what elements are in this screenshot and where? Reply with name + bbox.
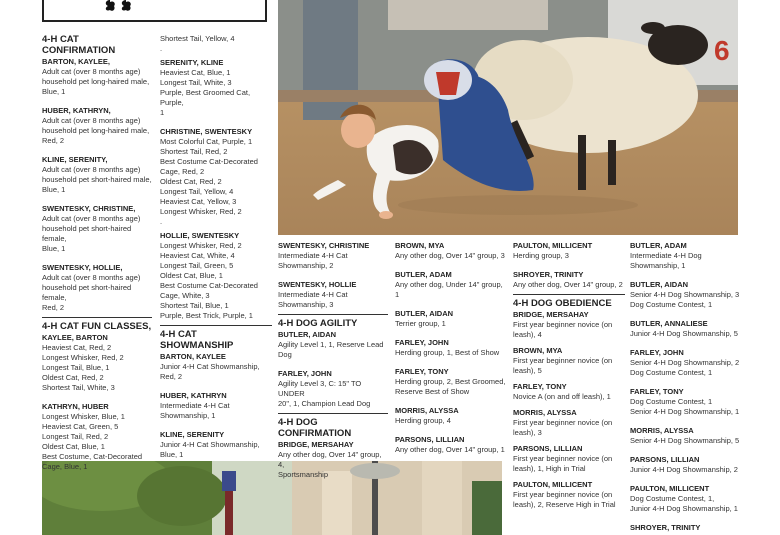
- result-entry: [160, 34, 272, 54]
- result-line: Oldest Cat, Red, 2: [160, 177, 222, 186]
- result-line: Longest Tail, White, 3: [160, 78, 232, 87]
- result-entry: [42, 402, 152, 472]
- section-cat-fun-classes: [42, 321, 152, 472]
- section-heading: 4-H DOG OBEDIENCE: [513, 298, 612, 309]
- result-entry: [395, 241, 507, 261]
- entrant-name: BROWN, MYA: [513, 346, 563, 355]
- mutton-busting-illustration: [278, 0, 738, 235]
- entrant-name: SWENTESKY, CHRISTINE: [278, 241, 370, 250]
- result-line: Shortest Tail, Red, 2: [160, 147, 228, 156]
- result-line: Any other dog, Over 14" group, 1: [395, 445, 505, 454]
- result-entry: [42, 57, 152, 97]
- result-entry: [630, 280, 745, 310]
- entrant-name: HUBER, KATHRYN,: [42, 106, 111, 115]
- section-heading: 4-H DOG AGILITY: [278, 318, 358, 329]
- entrant-name: BRIDGE, MERSAHAY: [278, 440, 354, 449]
- entrant-name: FARLEY, TONY: [630, 387, 684, 396]
- result-line: Most Colorful Cat, Purple, 1: [160, 137, 253, 146]
- result-line: Agility Level 3, C: 15" TO UNDER: [278, 379, 362, 398]
- result-line: Dog Costume Contest, 1: [630, 397, 713, 406]
- entrant-name: SERENITY, KLINE: [160, 58, 224, 67]
- result-line: Heaviest Cat, Red, 2: [42, 343, 112, 352]
- result-entry: [395, 270, 507, 300]
- result-line: Herding group, 4: [395, 416, 451, 425]
- result-line: Adult cat (over 8 months age): [42, 165, 141, 174]
- entrant-name: SHROYER, TRINITY: [513, 270, 584, 279]
- result-entry: [395, 309, 507, 329]
- result-line: Junior 4-H Cat Showmanship,: [160, 440, 260, 449]
- entrant-name: KATHRYN, HUBER: [42, 402, 109, 411]
- result-line: Blue, 1: [42, 185, 66, 194]
- results-column-2: [160, 34, 272, 469]
- entrant-name: BARTON, KAYLEE,: [42, 57, 110, 66]
- result-entry: [395, 435, 507, 455]
- result-line: Cage, Blue, 1: [42, 462, 88, 471]
- result-line: Purple, Best Trick, Purple, 1: [160, 311, 253, 320]
- section-heading: 4-H CAT FUN CLASSES,: [42, 321, 152, 332]
- result-entry: [630, 426, 745, 446]
- result-line: Best Costume, Cat-Decorated: [42, 452, 143, 461]
- result-line: Best Costume Cat-Decorated: [160, 281, 258, 290]
- result-entry: [160, 430, 272, 460]
- result-entry: [630, 319, 745, 339]
- result-line: leash), 4: [513, 330, 542, 339]
- result-line: leash), 3: [513, 428, 542, 437]
- entrant-name: BARTON, KAYLEE: [160, 352, 226, 361]
- result-entry: [630, 523, 745, 533]
- result-entry: [42, 263, 152, 313]
- result-line: Any other dog, Over 14" group, 2: [513, 280, 623, 289]
- result-line: Heaviest Cat, White, 4: [160, 251, 235, 260]
- result-line: First year beginner novice (on: [513, 320, 613, 329]
- result-line: Dog: [278, 350, 292, 359]
- entrant-name: FARLEY, TONY: [395, 367, 449, 376]
- result-line: Red, 2: [42, 136, 65, 145]
- result-line: Junior 4-H Dog Showmanship, 5: [630, 329, 738, 338]
- entrant-name: MORRIS, ALYSSA: [395, 406, 459, 415]
- section-cat-showmanship: [160, 329, 272, 460]
- result-line: Showmanship, 3: [278, 300, 334, 309]
- entrant-name: SWENTESKY, HOLLIE,: [42, 263, 123, 272]
- result-line: Intermediate 4-H Cat: [278, 251, 348, 260]
- result-line: Adult cat (over 8 months age): [42, 273, 141, 282]
- results-column-5: [513, 241, 625, 519]
- result-line: Longest Tail, Red, 2: [42, 432, 109, 441]
- result-line: Novice A (on and off leash), 1: [513, 392, 611, 401]
- result-line: Shortest Tail, Yellow, 4: [160, 34, 235, 43]
- entrant-name: KLINE, SERENITY,: [42, 155, 108, 164]
- entrant-name: FARLEY, JOHN: [278, 369, 332, 378]
- results-column-4: [395, 241, 507, 464]
- mutton-busting-photo: [278, 0, 738, 235]
- entrant-name: BUTLER, ADAM: [395, 270, 452, 279]
- result-line: Cage, White, 3: [160, 291, 210, 300]
- result-line: Herding group, 3: [513, 251, 569, 260]
- entrant-name: SHROYER, TRINITY: [630, 523, 701, 532]
- result-line: Red, 2: [160, 372, 183, 381]
- result-entry: [160, 391, 272, 421]
- entrant-name: SWENTESKY, CHRISTINE,: [42, 204, 136, 213]
- entrant-name: PARSONS, LILLIAN: [513, 444, 583, 453]
- result-line: Blue, 1: [42, 87, 66, 96]
- result-line: Herding group, 1, Best of Show: [395, 348, 500, 357]
- result-entry: [278, 280, 388, 310]
- entrant-name: BUTLER, ANNALIESE: [630, 319, 708, 328]
- entrant-name: FARLEY, JOHN: [630, 348, 684, 357]
- result-line: Senior 4-H Dog Showmanship, 3: [630, 290, 740, 299]
- result-line: household pet short-haired female,: [42, 283, 132, 302]
- result-line: Senior 4-H Dog Showmanship, 2: [630, 358, 740, 367]
- result-line: Agility Level 1, 1, Reserve Lead: [278, 340, 384, 349]
- result-line: household pet long-haired male,: [42, 77, 150, 86]
- result-line: Heaviest Cat, Blue, 1: [160, 68, 231, 77]
- result-line: Longest Whisker, Red, 2: [160, 207, 242, 216]
- section-heading: 4-H DOG CONFIRMATION: [278, 417, 352, 439]
- result-entry: [513, 310, 625, 340]
- result-entry: [630, 348, 745, 378]
- result-line: .: [160, 44, 163, 53]
- arena-sign-number: 6: [714, 35, 730, 66]
- result-entry: [278, 330, 388, 360]
- result-entry: [160, 352, 272, 382]
- result-entry: [513, 270, 625, 290]
- result-line: Blue, 1: [160, 450, 184, 459]
- entrant-name: KAYLEE, BARTON: [42, 333, 108, 342]
- result-line: Showmanship, 2: [278, 261, 334, 270]
- result-line: Junior 4-H Cat Showmanship,: [160, 362, 260, 371]
- result-line: Showmanship, 1: [630, 261, 686, 270]
- result-line: Dog Costume Contest, 1: [630, 300, 713, 309]
- result-line: household pet long-haired male,: [42, 126, 150, 135]
- result-line: Junior 4-H Dog Showmanship, 1: [630, 504, 738, 513]
- result-entry: [513, 444, 625, 474]
- entrant-name: PARSONS, LILLIAN: [630, 455, 700, 464]
- section-divider: [160, 325, 272, 326]
- result-entry: [513, 346, 625, 376]
- entrant-name: CHRISTINE, SWENTESKY: [160, 127, 253, 136]
- result-line: Best Costume Cat-Decorated: [160, 157, 258, 166]
- entrant-name: MORRIS, ALYSSA: [513, 408, 577, 417]
- result-line: Longest Whisker, Blue, 1: [42, 412, 125, 421]
- result-line: Junior 4-H Dog Showmanship, 2: [630, 465, 738, 474]
- result-line: Dog Costume Contest, 1,: [630, 494, 715, 503]
- result-entry: [630, 241, 745, 271]
- result-line: Intermediate 4-H Cat: [278, 290, 348, 299]
- result-line: leash), 1, High in Trial: [513, 464, 586, 473]
- result-line: leash), 2, Reserve High in Trial: [513, 500, 616, 509]
- result-line: Purple, Best Groomed Cat, Purple,: [160, 88, 251, 107]
- result-line: Any other dog, Over 14" group, 3: [395, 251, 505, 260]
- section-dog-confirmation: [278, 417, 388, 480]
- result-line: Red, 2: [42, 303, 65, 312]
- entrant-name: BUTLER, ADAM: [630, 241, 687, 250]
- result-line: First year beginner novice (on: [513, 356, 613, 365]
- header-logo-box: [42, 0, 267, 22]
- result-entry: [278, 241, 388, 271]
- result-entry: [513, 382, 625, 402]
- result-line: leash), 5: [513, 366, 542, 375]
- entrant-name: BRIDGE, MERSAHAY: [513, 310, 589, 319]
- entrant-name: MORRIS, ALYSSA: [630, 426, 694, 435]
- result-line: Longest Whisker, Red, 2: [160, 241, 242, 250]
- result-line: First year beginner novice (on: [513, 490, 613, 499]
- result-entry: [278, 440, 388, 480]
- entrant-name: FARLEY, JOHN: [395, 338, 449, 347]
- entrant-name: PAULTON, MILLICENT: [630, 484, 710, 493]
- result-line: Shortest Tail, White, 3: [42, 383, 115, 392]
- result-entry: [630, 455, 745, 475]
- result-line: household pet short-haired female,: [42, 224, 132, 243]
- result-entry: [513, 241, 625, 261]
- result-line: Any other dog, Over 14" group, 4,: [278, 450, 382, 469]
- result-line: Senior 4-H Dog Showmanship, 1: [630, 407, 740, 416]
- results-column-3: [278, 241, 388, 489]
- entrant-name: PARSONS, LILLIAN: [395, 435, 465, 444]
- entrant-name: SWENTESKY, HOLLIE: [278, 280, 357, 289]
- result-entry: [395, 338, 507, 358]
- result-entry: [42, 106, 152, 146]
- results-column-6: [630, 241, 745, 535]
- result-line: Intermediate 4-H Dog: [630, 251, 702, 260]
- result-entry: [278, 369, 388, 409]
- result-line: Terrier group, 1: [395, 319, 446, 328]
- result-entry: [513, 480, 625, 510]
- result-line: 1: [160, 108, 165, 117]
- result-line: Longest Tail, Yellow, 4: [160, 187, 234, 196]
- result-entry: [395, 406, 507, 426]
- result-line: Longest Tail, Blue, 1: [42, 363, 110, 372]
- entrant-name: HUBER, KATHRYN: [160, 391, 227, 400]
- section-divider: [513, 294, 625, 295]
- result-line: Longest Whisker, Red, 2: [42, 353, 124, 362]
- result-entry: [630, 387, 745, 417]
- entrant-name: PAULTON, MILLICENT: [513, 480, 593, 489]
- result-entry: [395, 367, 507, 397]
- section-divider: [278, 314, 388, 315]
- result-line: First year beginner novice (on: [513, 418, 613, 427]
- result-line: Oldest Cat, Blue, 1: [160, 271, 223, 280]
- result-line: Adult cat (over 8 months age): [42, 116, 141, 125]
- section-cat-confirmation: [42, 34, 152, 313]
- four-h-clover-icon: [102, 0, 142, 12]
- entrant-name: BROWN, MYA: [395, 241, 445, 250]
- result-line: Oldest Cat, Red, 2: [42, 373, 104, 382]
- result-line: Adult cat (over 8 months age): [42, 214, 141, 223]
- section-heading: 4-H CAT CONFIRMATION: [42, 34, 116, 56]
- result-line: Reserve Best of Show: [395, 387, 470, 396]
- result-line: Heaviest Cat, Green, 5: [42, 422, 119, 431]
- result-entry: [42, 204, 152, 254]
- result-line: .: [160, 217, 163, 226]
- result-line: Dog Costume Contest, 1: [630, 368, 713, 377]
- result-entry: [160, 127, 272, 227]
- result-line: Heaviest Cat, Yellow, 3: [160, 197, 237, 206]
- section-dog-agility: [278, 318, 388, 409]
- entrant-name: BUTLER, AIDAN: [630, 280, 689, 289]
- result-line: Shortest Tail, Blue, 1: [160, 301, 229, 310]
- result-line: household pet short-haired male,: [42, 175, 152, 184]
- result-line: Any other dog, Under 14" group, 1: [395, 280, 503, 299]
- result-line: Sportsmanship: [278, 470, 329, 479]
- entrant-name: HOLLIE, SWENTESKY: [160, 231, 240, 240]
- entrant-name: BUTLER, AIDAN: [278, 330, 337, 339]
- result-entry: [630, 484, 745, 514]
- result-line: Blue, 1: [42, 244, 66, 253]
- result-line: Senior 4-H Dog Showmanship, 5: [630, 436, 740, 445]
- section-divider: [278, 413, 388, 414]
- result-entry: [42, 155, 152, 195]
- result-line: 20", 1, Champion Lead Dog: [278, 399, 371, 408]
- result-line: Cage, Red, 2: [160, 167, 205, 176]
- entrant-name: PAULTON, MILLICENT: [513, 241, 593, 250]
- result-entry: [160, 231, 272, 321]
- results-column-1: [42, 34, 152, 481]
- section-divider: [42, 317, 152, 318]
- entrant-name: KLINE, SERENITY: [160, 430, 225, 439]
- section-dog-obedience: [513, 298, 625, 510]
- result-line: Showmanship, 1: [160, 411, 216, 420]
- result-line: Oldest Cat, Blue, 1: [42, 442, 105, 451]
- result-line: Longest Tail, Green, 5: [160, 261, 234, 270]
- entrant-name: FARLEY, TONY: [513, 382, 567, 391]
- result-entry: [42, 333, 152, 393]
- result-line: First year beginner novice (on: [513, 454, 613, 463]
- result-line: Adult cat (over 8 months age): [42, 67, 141, 76]
- result-line: Intermediate 4-H Cat: [160, 401, 230, 410]
- section-heading: 4-H CAT SHOWMANSHIP: [160, 329, 234, 351]
- result-entry: [160, 58, 272, 118]
- entrant-name: BUTLER, AIDAN: [395, 309, 454, 318]
- result-line: Herding group, 2, Best Groomed,: [395, 377, 506, 386]
- result-entry: [513, 408, 625, 438]
